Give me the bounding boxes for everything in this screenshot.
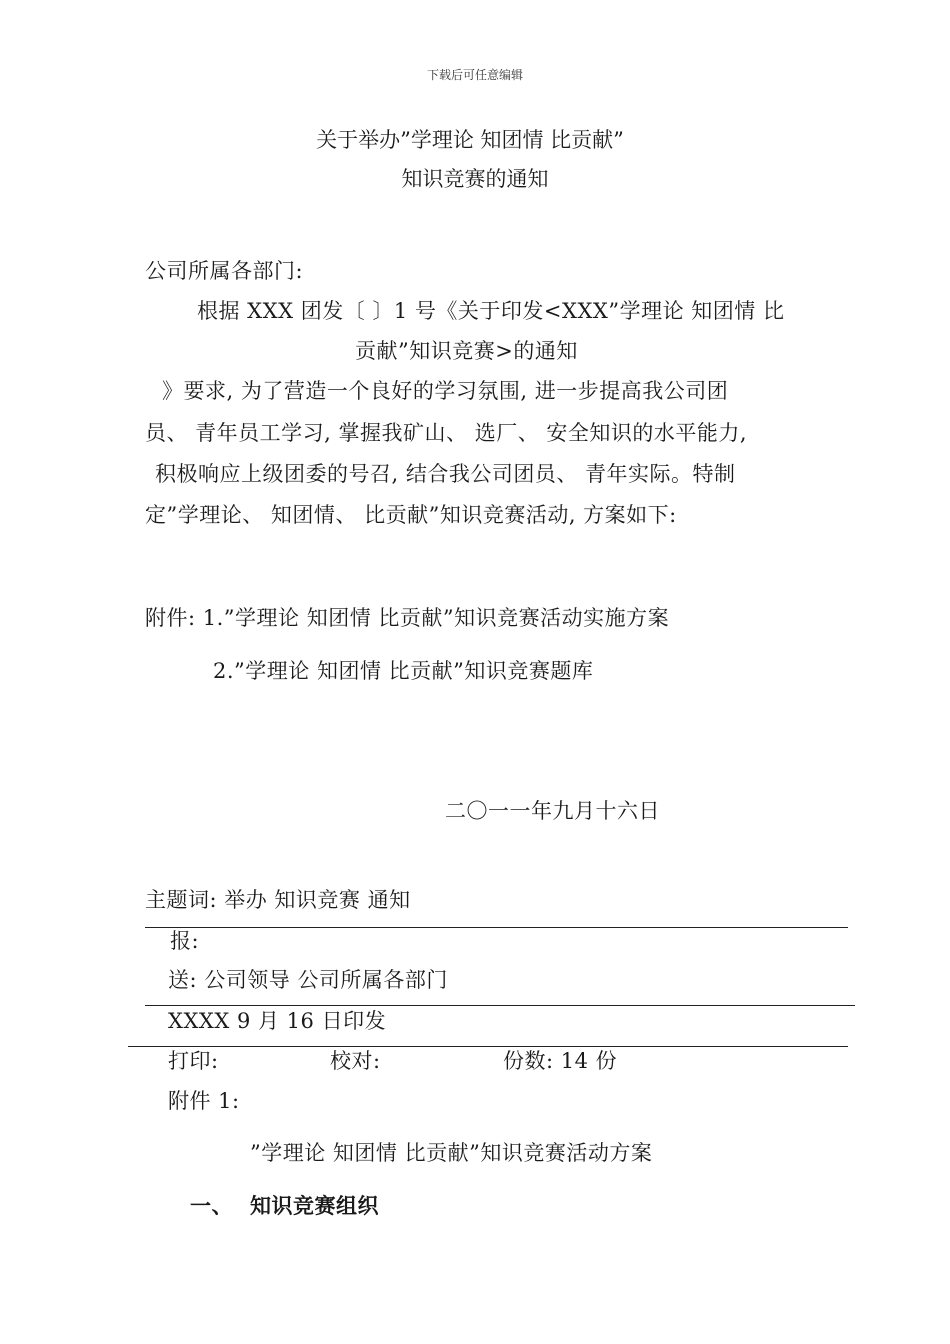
section-heading-number: 一、 xyxy=(190,1193,233,1218)
divider-line-3 xyxy=(128,1046,848,1047)
document-title-line1: 关于举办”学理论 知团情 比贡献” xyxy=(316,128,624,152)
body-line-6: 定”学理论、 知团情、 比贡献”知识竞赛活动, 方案如下: xyxy=(145,503,677,527)
document-title-line2: 知识竞赛的通知 xyxy=(401,167,549,191)
body-line-5: 积极响应上级团委的号召, 结合我公司团员、 青年实际。特制 xyxy=(155,462,736,486)
send-to: 送: 公司领导 公司所属各部门 xyxy=(168,968,448,992)
copies-label: 份数: 14 份 xyxy=(503,1049,618,1073)
body-line-4: 员、 青年员工学习, 掌握我矿山、 选厂、 安全知识的水平能力, xyxy=(145,421,748,445)
issue-date: 二〇一一年九月十六日 xyxy=(445,799,660,823)
proof-label: 校对: xyxy=(330,1049,381,1073)
body-line-3: 》要求, 为了营造一个良好的学习氛围, 进一步提高我公司团 xyxy=(162,379,729,403)
subject-words: 主题词: 举办 知识竞赛 通知 xyxy=(145,888,411,912)
annex-label: 附件 1: xyxy=(168,1089,240,1113)
salutation: 公司所属各部门: xyxy=(145,259,304,283)
body-line-2: 贡献”知识竞赛>的通知 xyxy=(355,339,578,363)
section-heading-text: 知识竞赛组织 xyxy=(250,1193,379,1218)
annex-title: ”学理论 知团情 比贡献”知识竞赛活动方案 xyxy=(250,1141,653,1165)
print-label: 打印: xyxy=(168,1049,219,1073)
page-header-note: 下载后可任意编辑 xyxy=(426,68,523,82)
issued-by: XXXX 9 月 16 日印发 xyxy=(168,1009,387,1033)
attachment-item-1: 附件: 1.”学理论 知团情 比贡献”知识竞赛活动实施方案 xyxy=(145,606,670,630)
body-line-1: 根据 XXX 团发〔 〕1 号《关于印发<XXX”学理论 知团情 比 xyxy=(197,299,785,323)
divider-line-1 xyxy=(145,927,848,928)
report-label: 报: xyxy=(170,929,200,953)
attachment-item-2: 2.”学理论 知团情 比贡献”知识竞赛题库 xyxy=(213,659,594,683)
